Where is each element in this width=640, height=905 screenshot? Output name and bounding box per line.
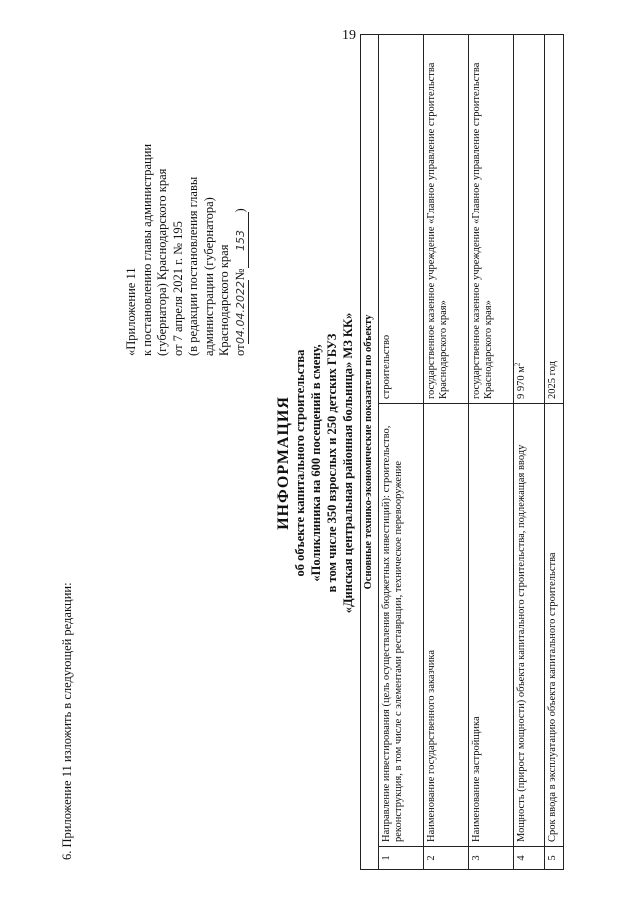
- indicators-table: [360, 34, 564, 870]
- row-label: Наименование застройщика: [468, 404, 513, 847]
- handwritten-date: 04.04.2022: [233, 280, 250, 344]
- appendix-line-6: администрации (губернатора): [201, 197, 216, 356]
- page-number: 19: [342, 28, 356, 43]
- heading-line-2: «Поликлиника на 600 посещений в смену,: [309, 344, 323, 582]
- rotated-document-body: [56, 33, 616, 878]
- row-label: Мощность (прирост мощности) объекта капитального строительства, подлежащая вводу: [513, 404, 544, 847]
- document-heading: [276, 248, 356, 678]
- number-symbol: №: [232, 268, 247, 281]
- intro-line: 6. Приложение 11 изложить в следующей редакции:: [60, 582, 74, 860]
- appendix-line-2: к постановлению главы администрации: [139, 143, 154, 356]
- heading-line-3: в том числе 350 взрослых и 250 детских ГБУЗ: [325, 333, 339, 593]
- row-value: 9 970 м: [515, 366, 527, 399]
- table-row: [513, 35, 544, 870]
- appendix-line-3: (губернатора) Краснодарского края: [155, 168, 169, 356]
- appendix-line-5: (в редакции постановления главы: [186, 176, 200, 356]
- row-label: Срок ввода в эксплуатацию объекта капитального строительства: [544, 404, 563, 847]
- heading-line-1: об объекте капитального строительства: [293, 349, 307, 577]
- from-prefix: от: [232, 344, 247, 356]
- table-row: [468, 35, 513, 870]
- heading-line-4: «Динская центральная районная больница» МЗ КК»: [341, 312, 355, 614]
- row-number: 4: [513, 847, 544, 870]
- row-number: 3: [468, 847, 513, 870]
- row-number: 5: [544, 847, 563, 870]
- table-row: [378, 35, 423, 870]
- handwritten-number: 153: [233, 213, 250, 269]
- table-header-row: [361, 35, 379, 870]
- row-label: Наименование государственного заказчика: [423, 404, 468, 847]
- row-label: Направление инвестирования (цель осуществления бюджетных инвестиций): строительство, реконструкция, в том числе с элементами реставрации, техническое перевооружение: [378, 404, 423, 847]
- table-header: Основные технико-экономические показатели по объекту: [361, 35, 379, 870]
- row-value: государственное казенное учреждение «Главное управление строительства Краснодарского края»: [423, 35, 468, 404]
- appendix-line-7: Краснодарского края: [217, 244, 231, 356]
- row-value: строительство: [378, 35, 423, 404]
- appendix-date-line: [233, 106, 250, 356]
- appendix-block: [124, 106, 249, 356]
- appendix-line-4: от 7 апреля 2021 г. № 195: [170, 221, 185, 356]
- row-value: государственное казенное учреждение «Главное управление строительства Краснодарского края»: [468, 35, 513, 404]
- heading-title: ИНФОРМАЦИЯ: [275, 396, 292, 530]
- appendix-line-1: «Приложение 11: [124, 267, 138, 356]
- row-value: 2025 год: [544, 35, 563, 404]
- row-number: 2: [423, 847, 468, 870]
- table-row: [544, 35, 563, 870]
- row-number: 1: [378, 847, 423, 870]
- close-paren: ): [232, 208, 247, 213]
- row-value-cell: [513, 35, 544, 404]
- row-value-superscript: 2: [513, 362, 521, 367]
- table-row: [423, 35, 468, 870]
